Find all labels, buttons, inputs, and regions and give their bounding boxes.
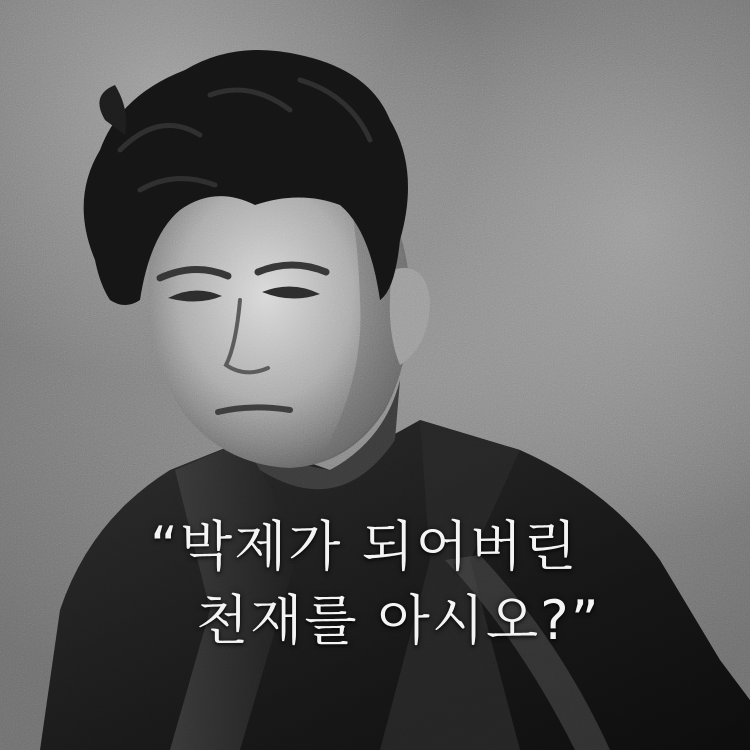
quote-line-2: 천재를 아시오?” (196, 589, 601, 652)
quote-line-1: “박제가 되어버린 (150, 515, 579, 578)
quote-caption (150, 510, 620, 658)
